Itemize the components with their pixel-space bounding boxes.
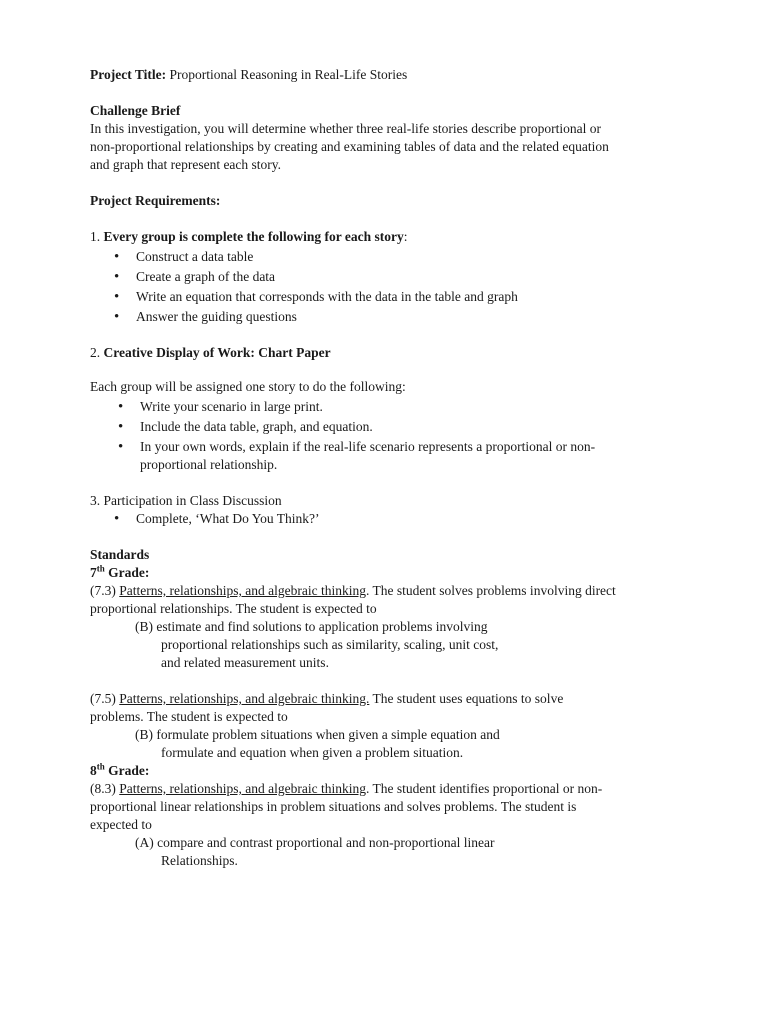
- standard-7-3-b-line-2: proportional relationships such as similarity, scaling, unit cost,: [161, 637, 499, 652]
- project-title: Project Title: Proportional Reasoning in Real-Life Stories: [90, 67, 408, 82]
- standard-7-3-b-line-3: and related measurement units.: [161, 655, 329, 670]
- list-item: • Construct a data table: [90, 248, 708, 266]
- list-item: • Create a graph of the data: [90, 268, 708, 286]
- standard-8-3-a: (A) compare and contrast proportional and non-proportional linear: [135, 835, 495, 850]
- requirement-3-list: [90, 510, 708, 528]
- challenge-line-2: non-proportional relationships by creating and examining tables of data and the related equation: [90, 139, 609, 154]
- standard-7-5-line-2: problems. The student is expected to: [90, 709, 288, 724]
- standard-8-3-line-2: proportional linear relationships in problem situations and solves problems. The student is: [90, 799, 577, 814]
- requirement-3-heading: 3. Participation in Class Discussion: [90, 493, 282, 508]
- grade-8-heading: 8th Grade:: [90, 761, 150, 778]
- challenge-heading: Challenge Brief: [90, 103, 181, 118]
- standard-7-3: (7.3) Patterns, relationships, and algebraic thinking. The student solves problems involving direct: [90, 583, 616, 598]
- requirement-2-list: [90, 398, 708, 456]
- requirement-2-heading: 2. Creative Display of Work: Chart Paper: [90, 345, 331, 360]
- standard-8-3-line-3: expected to: [90, 817, 152, 832]
- requirement-1-heading: 1. Every group is complete the following for each story:: [90, 229, 408, 244]
- standard-8-3: (8.3) Patterns, relationships, and algebraic thinking. The student identifies proportional or non-: [90, 781, 603, 796]
- grade-7-heading: 7th Grade:: [90, 563, 150, 580]
- list-item: • Complete, ‘What Do You Think?’: [90, 510, 708, 528]
- standard-8-3-a-line-2: Relationships.: [161, 853, 238, 868]
- standard-7-3-b: (B) estimate and find solutions to application problems involving: [135, 619, 488, 634]
- requirement-1-list: [90, 248, 708, 326]
- standard-7-5-b: (B) formulate problem situations when given a simple equation and: [135, 727, 500, 742]
- standards-heading: Standards: [90, 547, 150, 562]
- list-item: • Write your scenario in large print.: [90, 398, 708, 416]
- standard-7-3-line-2: proportional relationships. The student is expected to: [90, 601, 377, 616]
- challenge-line-3: and graph that represent each story.: [90, 157, 282, 172]
- list-item: • Write an equation that corresponds with the data in the table and graph: [90, 288, 708, 306]
- list-item: • Include the data table, graph, and equation.: [90, 418, 708, 436]
- challenge-line-1: In this investigation, you will determine whether three real-life stories describe proportional or: [90, 121, 601, 136]
- list-item: • Answer the guiding questions: [90, 308, 708, 326]
- requirements-heading: Project Requirements:: [90, 193, 221, 208]
- standard-7-5-b-line-2: formulate and equation when given a problem situation.: [161, 745, 464, 760]
- standard-7-5: (7.5) Patterns, relationships, and algebraic thinking. The student uses equations to solve: [90, 691, 564, 706]
- list-item-continuation: proportional relationship.: [140, 457, 278, 472]
- requirement-2-intro: Each group will be assigned one story to do the following:: [90, 379, 406, 394]
- list-item: • In your own words, explain if the real-life scenario represents a proportional or non-: [90, 438, 708, 456]
